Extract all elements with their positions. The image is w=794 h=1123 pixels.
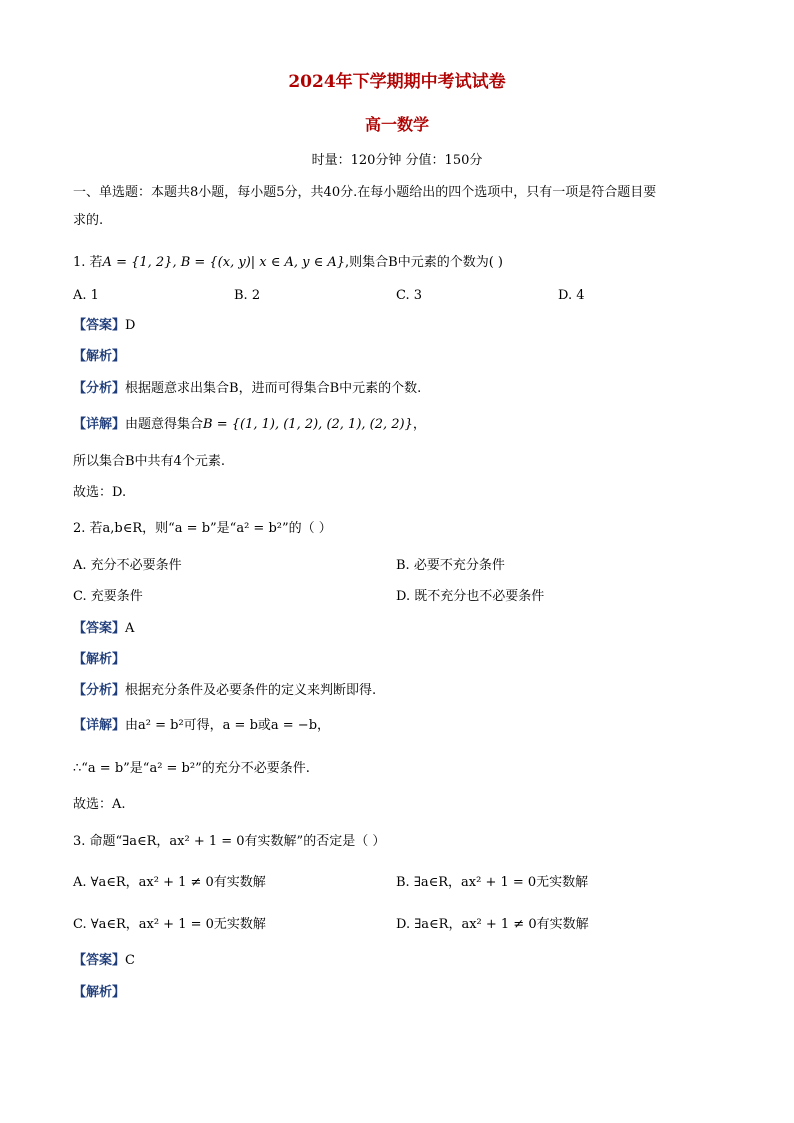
q2-detail-text: 由a² = b²可得，a = b或a = −b， [125, 718, 331, 733]
answer-label: 【答案】 [73, 953, 126, 968]
detail-label: 【详解】 [73, 417, 126, 432]
q2-answer-value: A [125, 621, 135, 636]
q2-detail [73, 716, 330, 736]
q1-answer [73, 316, 135, 336]
detail-label: 【详解】 [73, 718, 126, 733]
answer-label: 【答案】 [73, 318, 126, 333]
section-intro-line1: 一、单选题：本题共8小题，每小题5分，共40分.在每小题给出的四个选项中，只有一项是符合题目要 [73, 185, 657, 200]
q1-detail-line2: 所以集合B中共有4个元素. [73, 454, 225, 469]
q1-stem-math: A = {1, 2}, B = {(x, y)| x ∈ A, y ∈ A} [102, 255, 346, 270]
q3-option-b: B. ∃a∈R，ax² + 1 = 0无实数解 [396, 875, 589, 890]
q1-detail-math: B = {(1, 1), (1, 2), (2, 1), (2, 2)} [203, 417, 413, 432]
q1-stem [73, 253, 503, 273]
q2-fenxi-text: 根据充分条件及必要条件的定义来判断即得. [125, 683, 377, 698]
q1-detail-prefix: 由题意得集合 [125, 417, 204, 432]
q1-choose: 故选：D. [73, 485, 127, 500]
q2-analysis-label: 【解析】 [73, 652, 126, 667]
q3-option-d: D. ∃a∈R，ax² + 1 ≠ 0有实数解 [396, 917, 589, 932]
q2-option-b: B. 必要不充分条件 [396, 558, 505, 573]
q1-detail-suffix: ， [412, 417, 426, 432]
q1-fenxi [73, 379, 421, 399]
exam-title: 2024年下学期期中考试试卷 [288, 72, 506, 92]
q1-stem-prefix: 1. 若 [73, 255, 103, 270]
q1-fenxi-text: 根据题意求出集合B，进而可得集合B中元素的个数. [125, 381, 422, 396]
q2-fenxi [73, 681, 376, 701]
q3-option-a: A. ∀a∈R，ax² + 1 ≠ 0有实数解 [73, 875, 266, 890]
subject-title: 高一数学 [364, 115, 429, 134]
q3-analysis-label: 【解析】 [73, 985, 126, 1000]
answer-label: 【答案】 [73, 621, 126, 636]
q3-answer [73, 951, 135, 971]
section-intro-line2: 求的. [73, 213, 104, 228]
q3-answer-value: C [125, 953, 135, 968]
q2-option-c: C. 充要条件 [73, 589, 143, 604]
fenxi-label: 【分析】 [73, 381, 126, 396]
q1-analysis-label: 【解析】 [73, 349, 126, 364]
fenxi-label: 【分析】 [73, 683, 126, 698]
q2-conclusion: ∴“a = b”是“a² = b²”的充分不必要条件. [73, 761, 310, 776]
q1-option-c: C. 3 [396, 288, 423, 303]
q1-detail [73, 415, 426, 435]
q2-option-d: D. 既不充分也不必要条件 [396, 589, 545, 604]
q1-answer-value: D [125, 318, 136, 333]
q2-stem: 2. 若a,b∈R，则“a = b”是“a² = b²”的（ ） [73, 521, 332, 536]
q2-choose: 故选：A. [73, 797, 126, 812]
q3-stem: 3. 命题“∃a∈R，ax² + 1 = 0有实数解”的否定是（ ） [73, 834, 386, 849]
q3-option-c: C. ∀a∈R，ax² + 1 = 0无实数解 [73, 917, 266, 932]
q1-option-b: B. 2 [234, 288, 261, 303]
q1-stem-suffix: ,则集合B中元素的个数为( ) [345, 255, 504, 270]
q1-option-a: A. 1 [73, 288, 99, 303]
exam-info: 时量：120分钟 分值：150分 [311, 153, 483, 168]
q2-option-a: A. 充分不必要条件 [73, 558, 182, 573]
q2-answer [73, 619, 134, 639]
q1-option-d: D. 4 [558, 288, 585, 303]
